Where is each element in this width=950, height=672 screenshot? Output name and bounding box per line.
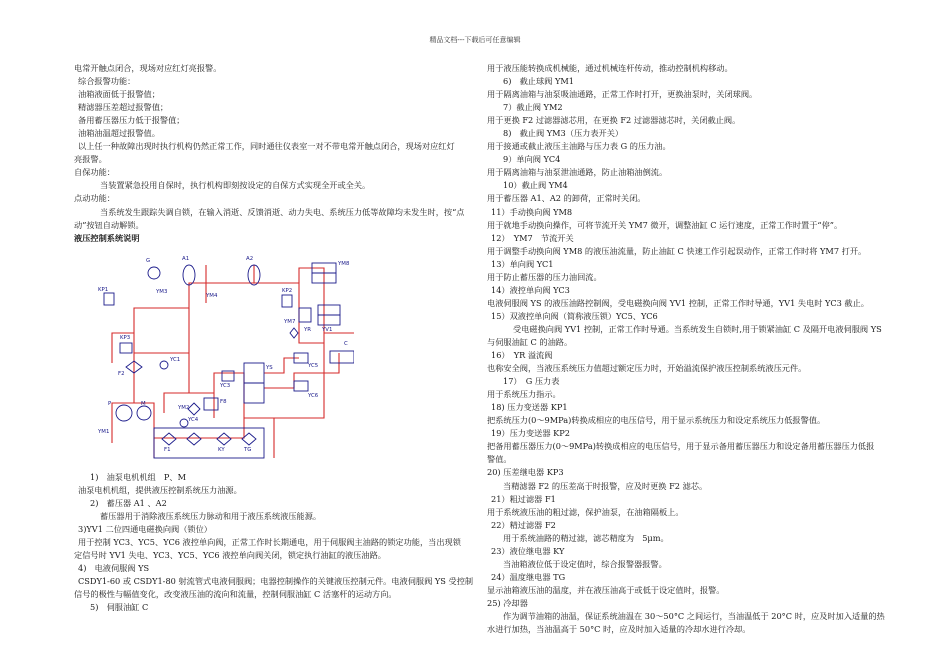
label-ym8: YM8 (338, 260, 350, 267)
label-f1: F1 (164, 446, 171, 453)
text-line: 5) 伺服油缸 C (90, 602, 149, 613)
text-line: 用于控制 YC3、YC5、YC6 液控单向阀，正常工作时长期通电，用于伺服阀主油路的锁定功能，当出现锁 (78, 536, 461, 547)
label-yc4: YC4 (188, 416, 199, 423)
left-top-text (74, 62, 474, 232)
text-line: 自保功能： (74, 167, 115, 178)
label-yc6: YC6 (308, 392, 319, 399)
text-line: 13）单向阀 YC1 (491, 258, 554, 269)
left-bottom-text (74, 471, 474, 615)
text-line: 当精滤器 F2 的压差高于时报警，应及时更换 F2 滤芯。 (503, 480, 708, 491)
label-ys: YS (266, 364, 273, 371)
text-line: 用于隔离油箱与油泵泄油通路，防止油箱油倒流。 (487, 167, 668, 178)
label-yc3: YC3 (220, 382, 231, 389)
text-line: 22）精过滤器 F2 (491, 519, 556, 530)
text-line: 用于蓄压器 A1、A2 的卸荷，正常时关闭。 (487, 193, 646, 204)
text-line: 把系统压力(0～9MPa)转换成相应的电压信号，用于显示系统压力和设定系统压力低报警值。 (487, 415, 826, 426)
text-line: 也称安全阀，当液压系统压力值超过额定压力时，开始溢流保护液压控制系统液压元件。 (487, 363, 807, 374)
hydraulic-schematic (94, 253, 354, 465)
text-line: 用于就地手动换向操作，可将节流开关 YM7 微开，调整油缸 C 运行速度，正常工作时置于“停”。 (487, 219, 843, 230)
text-line: 定信号时 YV1 失电、YC3、YC5、YC6 液控单向阀关闭，锁定执行油缸的液压油路。 (74, 549, 386, 560)
text-line: 显示油箱液压油的温度，并在液压油高于或低于设定值时，报警。 (487, 584, 725, 595)
right-column (487, 62, 887, 636)
text-line: 油箱油温超过报警值。 (78, 128, 160, 139)
right-text (487, 62, 887, 636)
label-a1: A1 (182, 255, 190, 262)
label-m: M (141, 400, 146, 407)
page-header: 精品文档---下载后可任意编辑 (429, 36, 521, 44)
text-line: 用于系统油路的精过滤，滤芯精度为 5μm。 (503, 532, 669, 543)
text-line: 油箱液面低于报警值； (78, 89, 160, 100)
text-line: 动”按钮自动解锁。 (74, 219, 144, 230)
label-yr: YR (304, 326, 312, 333)
label-p: P (108, 400, 112, 407)
text-line: 11）手动换向阀 YM8 (491, 206, 573, 217)
text-line: 18) 压力变送器 KP1 (491, 402, 568, 413)
text-line: 9）单向阀 YC4 (503, 154, 561, 165)
text-line: 用于隔离油箱与油泵吸油通路，正常工作时打开，更换油泵时，关闭球阀。 (487, 89, 758, 100)
text-line: 15）双液控单向阀（简称液压锁）YC5、YC6 (491, 310, 658, 321)
text-line: 点动功能： (74, 193, 115, 204)
label-ym2: YM2 (178, 404, 190, 411)
text-line: 与伺服油缸 C 的油路。 (487, 336, 573, 347)
text-line: 12） YM7 节流开关 (491, 232, 574, 243)
text-line: 用于更换 F2 过滤器滤芯用，在更换 F2 过滤器滤芯时，关闭截止阀。 (487, 115, 741, 126)
text-line: 精滤器压差超过报警值； (78, 102, 169, 113)
text-line: 备用蓄压器压力低于报警值； (78, 115, 185, 126)
text-line: 信号的极性与幅值变化，改变液压油的流向和流量，控制伺服油缸 C 活塞杆的运动方向。 (74, 589, 397, 600)
text-line: 6) 截止球阀 YM1 (503, 76, 574, 87)
text-line: 14）液控单向阀 YC3 (491, 284, 570, 295)
label-ym1: YM1 (98, 428, 110, 435)
text-line: 电液伺服阀 YS 的液压油路控制阀，受电磁换向阀 YV1 控制，正常工作时导通，YV1 失电时 YC3 截止。 (487, 297, 869, 308)
text-line: 10）截止阀 YM4 (503, 180, 568, 191)
text-line: 当系统发生跟踪失调自锁，在输入消逝、反馈消逝、动力失电、系统压力低等故障均未发生时，按“点 (100, 206, 465, 217)
text-line: 以上任一种故障出现时执行机构仍然正常工作，同时通往仪表室一对不带电常开触点闭合，现场对应红灯 (78, 141, 455, 152)
text-line: 蓄压器用于消除液压系统压力脉动和用于液压系统液压能源。 (100, 510, 322, 521)
label-c: C (344, 340, 348, 347)
label-ym7: YM7 (284, 318, 296, 325)
label-ym3: YM3 (156, 288, 168, 295)
text-line: 用于系统压力指示。 (487, 389, 561, 400)
hydraulic-diagram (94, 253, 354, 465)
section-title: 液压控制系统说明 (74, 232, 140, 243)
text-line: 受电磁换向阀 YV1 控制，正常工作时导通。当系统发生自锁时,用于锁紧油缸 C 及隔开电液伺服阀 YS (513, 323, 882, 334)
text-line: 用于接通或截止液压主油路与压力表 G 的压力油。 (487, 141, 671, 152)
text-line: 21）粗过滤器 F1 (491, 493, 556, 504)
text-line: 综合报警功能： (78, 76, 136, 87)
text-line: 3)YV1 二位四通电磁换向阀（锁位） (78, 523, 212, 534)
text-line: 用于液压能转换成机械能，通过机械连杆传动，推动控制机构移动。 (487, 63, 733, 73)
text-line: 2) 蓄压器 A1 、A2 (90, 497, 167, 508)
text-line: 当油箱液位低于设定值时，综合报警器报警。 (503, 558, 667, 569)
text-line: 23）液位继电器 KY (491, 545, 565, 556)
pipe-lines (112, 265, 354, 458)
label-g: G (146, 257, 151, 264)
label-kp3: KP3 (120, 334, 131, 341)
left-column (74, 62, 474, 614)
text-line: 8) 截止阀 YM3（压力表开关） (503, 128, 624, 139)
text-line: 20) 压差继电器 KP3 (487, 467, 564, 478)
text-line: 亮报警。 (74, 154, 107, 165)
text-line: 水进行加热，当油温高于 50°C 时，应及时加入适量的冷却水进行冷却。 (487, 624, 751, 635)
label-yc1: YC1 (170, 356, 181, 363)
text-line: 作为调节油箱的油温，保证系统油温在 30～50°C 之间运行，当油温低于 20°C 时，应及时加入适量的热 (503, 610, 885, 621)
label-yv1: YV1 (322, 326, 333, 333)
label-ky: KY (218, 446, 225, 453)
text-line: 1) 油泵电机机组 P、M (90, 471, 186, 482)
text-line: 用于防止蓄压器的压力油回流。 (487, 271, 602, 282)
label-kp1: KP1 (98, 286, 109, 293)
text-line: CSDY1-60 或 CSDY1-80 射流管式电液伺服阀；电器控制操作的关键液压控制元件。电液伺服阀 YS 受控制 (78, 576, 474, 587)
text-line: 把备用蓄压器压力(0～9MPa)转换成相应的电压信号，用于显示备用蓄压器压力和设定备用蓄压器压力低报 (487, 441, 875, 452)
label-ym4: YM4 (206, 292, 218, 299)
text-line: 4) 电液伺服阀 YS (78, 562, 150, 573)
text-line: 7）截止阀 YM2 (503, 102, 563, 113)
text-line: 24）温度继电器 TG (491, 571, 566, 582)
symbols (104, 260, 354, 458)
text-line: 油泵电机机组，提供液压控制系统压力油源。 (78, 484, 242, 495)
label-tg: TG (244, 446, 252, 453)
text-line: 19）压力变送器 KP2 (491, 428, 570, 439)
label-f8: F8 (220, 398, 227, 405)
text-line: 16） YR 溢流阀 (491, 350, 553, 361)
text-line: 电常开触点闭合，现场对应红灯亮报警。 (74, 63, 222, 73)
label-f2: F2 (118, 370, 125, 377)
label-a2: A2 (246, 255, 254, 262)
label-kp2: KP2 (282, 287, 293, 294)
text-line: 当装置紧急投用自保时，执行机构即刻按设定的自保方式实现全开或全关。 (100, 180, 371, 191)
text-line: 用于调整手动换向阀 YM8 的液压油流量，防止油缸 C 快速工作引起误动作，正常工作时将 YM7 打开。 (487, 245, 867, 256)
label-yc5: YC5 (308, 362, 319, 369)
text-line: 25) 冷却器 (487, 597, 528, 608)
text-line: 17） G 压力表 (503, 376, 560, 387)
text-line: 警值。 (487, 454, 512, 465)
text-line: 用于系统液压油的粗过滤，保护油泵，在油箱隔板上。 (487, 506, 684, 517)
